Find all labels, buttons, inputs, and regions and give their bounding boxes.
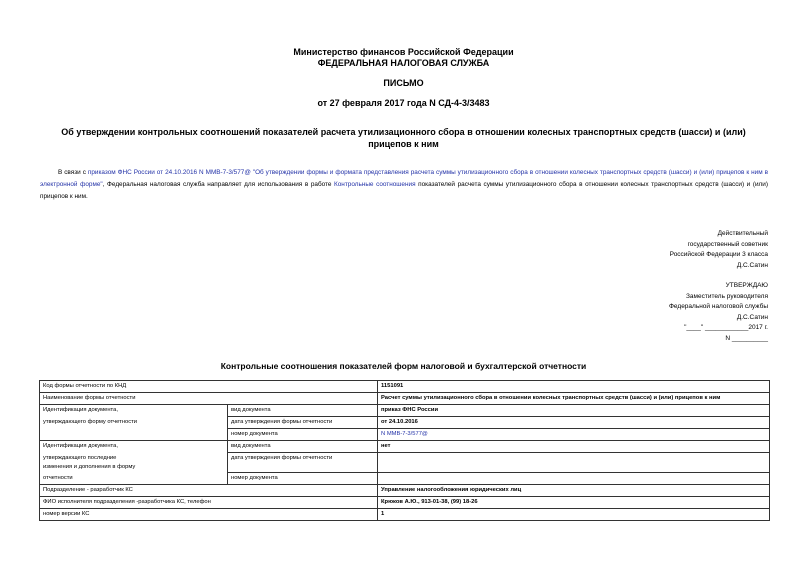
table-cell-label: Наименование формы отчетности bbox=[40, 393, 378, 405]
body-text-2: , Федеральная налоговая служба направляет для использования в работе bbox=[102, 181, 335, 188]
table-cell-label: утверждающего форму отчетности bbox=[40, 417, 228, 429]
table-cell-value: Расчет суммы утилизационного сбора в отношении колесных транспортных средств (шасси) и (или) прицепов к ним bbox=[378, 393, 770, 405]
table-cell-sublabel: вид документа bbox=[228, 405, 378, 417]
table-cell-sublabel: вид документа bbox=[228, 441, 378, 453]
table-cell-label: Код формы отчетности по КНД bbox=[40, 381, 378, 393]
table-cell-label: ФИО исполнителя подразделения -разработчика КС, телефон bbox=[40, 497, 378, 509]
table-cell-label: Идентификация документа, bbox=[40, 441, 228, 453]
table-row bbox=[40, 417, 770, 429]
order-link[interactable]: приказом ФНС России от 24.10.2016 N ММВ-7-3/577@ "Об утверждении формы и формата представления расчета суммы утилизационного сбора в отношении колесных транспортных средств (шасси) и (или) прицепов к ним в электронной форме" bbox=[40, 169, 768, 188]
signature-name: Д.С.Сатин bbox=[736, 261, 768, 269]
table-title: Контрольные соотношения показателей форм налоговой и бухгалтерской отчетности bbox=[220, 361, 587, 371]
signature-line: Российской Федерации 3 класса bbox=[669, 251, 768, 258]
table-cell-value: Управление налогообложения юридических лиц bbox=[378, 485, 770, 497]
approval-block bbox=[669, 281, 768, 344]
ministry-name: Министерство финансов Российской Федерации bbox=[293, 47, 514, 57]
order-number-link[interactable]: N ММВ-7-3/577@ bbox=[378, 429, 770, 441]
control-ratios-link[interactable]: Контрольные соотношения bbox=[334, 181, 416, 188]
table-row bbox=[40, 485, 770, 497]
body-paragraph bbox=[40, 167, 768, 203]
label-line: утверждающего последние bbox=[43, 454, 117, 461]
table-row bbox=[40, 441, 770, 453]
approval-heading: УТВЕРЖДАЮ bbox=[725, 282, 768, 289]
table-cell-value: 1 bbox=[378, 509, 770, 521]
document-date-number: от 27 февраля 2017 года N СД-4-3/3483 bbox=[317, 98, 490, 108]
signature-block bbox=[670, 229, 768, 271]
table-cell-label: отчетности bbox=[40, 473, 228, 485]
approval-name: Д.С.Сатин bbox=[736, 313, 768, 321]
body-text-1: В связи с bbox=[58, 169, 88, 176]
table-row bbox=[40, 393, 770, 405]
table-cell-label: номер версии КС bbox=[40, 509, 378, 521]
table-cell-value: Крюков А.Ю., 913-01-38, (99) 18-26 bbox=[378, 497, 770, 509]
table-cell-sublabel: дата утверждения формы отчетности bbox=[228, 417, 378, 429]
table-row bbox=[40, 473, 770, 485]
table-cell-label: Идентификация документа, bbox=[40, 405, 228, 417]
control-ratios-table bbox=[39, 380, 770, 521]
table-cell-value: от 24.10.2016 bbox=[378, 417, 770, 429]
table-cell-value bbox=[378, 473, 770, 485]
service-name: ФЕДЕРАЛЬНАЯ НАЛОГОВАЯ СЛУЖБА bbox=[317, 58, 490, 68]
table-row bbox=[40, 497, 770, 509]
table-row bbox=[40, 405, 770, 417]
table-cell-value: нет bbox=[378, 441, 770, 453]
table-cell-value: приказ ФНС России bbox=[378, 405, 770, 417]
table-row bbox=[40, 429, 770, 441]
label-line: изменения и дополнения в форму bbox=[43, 463, 136, 470]
table-cell-value bbox=[378, 453, 770, 473]
table-row bbox=[40, 509, 770, 521]
table-cell-sublabel: дата утверждения формы отчетности bbox=[228, 453, 378, 473]
table-cell-value: 1151091 bbox=[378, 381, 770, 393]
approval-line: Федеральной налоговой службы bbox=[668, 303, 768, 310]
document-type: ПИСЬМО bbox=[383, 78, 424, 88]
signature-line: государственный советник bbox=[687, 240, 768, 248]
table-row bbox=[40, 381, 770, 393]
table-cell-label bbox=[40, 453, 228, 473]
table-cell-label bbox=[40, 429, 228, 441]
table-cell-label: Подразделение - разработчик КС bbox=[40, 485, 378, 497]
approval-date: "____" ____________2017 г. bbox=[684, 324, 768, 331]
document-title: Об утверждении контрольных соотношений показателей расчета утилизационного сбора в отношении колесных транспортных средств (шасси) и (или) прицепов к ним bbox=[61, 127, 746, 149]
table-cell-sublabel: номер документа bbox=[228, 429, 378, 441]
approval-number: N __________ bbox=[725, 334, 768, 342]
table-row bbox=[40, 453, 770, 473]
body-text-3: показателей расчета суммы утилизационного сбора в отношении колесных транспортных средств (шасси) и (или) прицепов к ним. bbox=[40, 181, 768, 200]
table-cell-sublabel: номер документа bbox=[228, 473, 378, 485]
approval-line: Заместитель руководителя bbox=[686, 292, 768, 300]
signature-line: Действительный bbox=[717, 230, 768, 237]
